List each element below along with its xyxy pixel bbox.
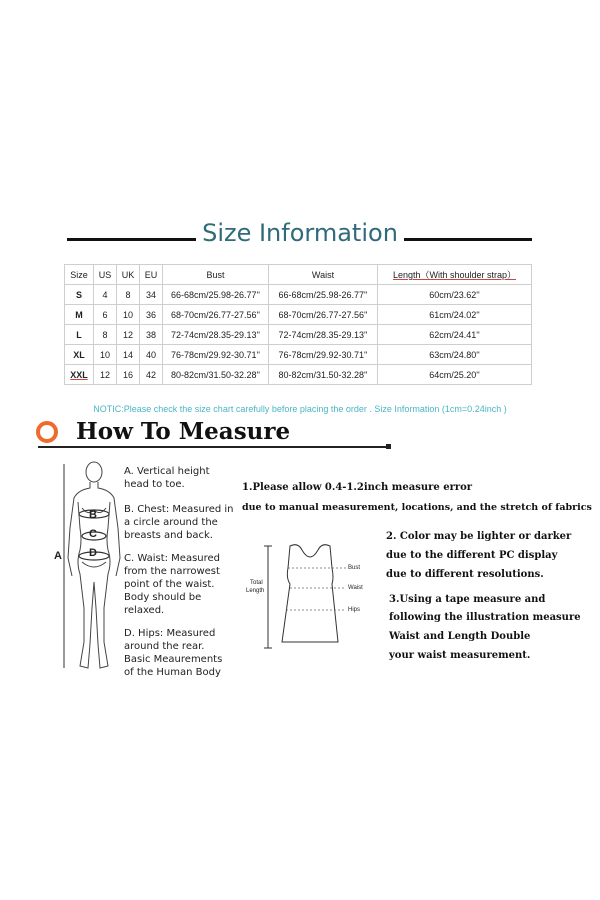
page-title bbox=[0, 219, 600, 247]
cell-bust: 80-82cm/31.50-32.28'' bbox=[163, 365, 269, 385]
cell-waist: 66-68cm/25.98-26.77'' bbox=[269, 285, 378, 305]
cell-length: 61cm/24.02'' bbox=[378, 305, 532, 325]
step-b-text: B. Chest: Measured in a circle around the breasts and back. bbox=[124, 504, 234, 541]
note-1-line-2: due to manual measurement, locations, and the stretch of fabrics bbox=[242, 502, 592, 513]
step-c-text: C. Waist: Measured from the narrowest point of the waist. Body should be relaxed. bbox=[124, 553, 221, 616]
note-3-line-1: 3.Using a tape measure and bbox=[389, 594, 546, 605]
cell-waist: 80-82cm/31.50-32.28'' bbox=[269, 365, 378, 385]
body-letter-b: B bbox=[89, 509, 97, 521]
cell-eu: 38 bbox=[140, 325, 163, 345]
cell-length: 62cm/24.41'' bbox=[378, 325, 532, 345]
note-3-line-4: your waist measurement. bbox=[389, 650, 531, 661]
cell-size: M bbox=[65, 305, 94, 325]
cell-uk: 14 bbox=[117, 345, 140, 365]
how-to-measure-rule bbox=[38, 446, 390, 448]
col-header-uk: UK bbox=[117, 265, 140, 285]
cell-uk: 8 bbox=[117, 285, 140, 305]
step-a-text: A. Vertical height head to toe. bbox=[124, 466, 210, 490]
col-header-length: Length（With shoulder strap） bbox=[378, 265, 532, 285]
body-letter-d: D bbox=[89, 547, 97, 559]
dress-label-total: Total bbox=[250, 580, 263, 586]
cell-eu: 40 bbox=[140, 345, 163, 365]
dress-label-bust: Bust bbox=[348, 565, 361, 571]
cell-waist: 68-70cm/26.77-27.56'' bbox=[269, 305, 378, 325]
cell-bust: 68-70cm/26.77-27.56'' bbox=[163, 305, 269, 325]
cell-eu: 42 bbox=[140, 365, 163, 385]
cell-eu: 36 bbox=[140, 305, 163, 325]
note-2-line-1: 2. Color may be lighter or darker bbox=[386, 531, 572, 542]
note-2-line-3: due to different resolutions. bbox=[386, 569, 544, 580]
cell-us: 8 bbox=[94, 325, 117, 345]
cell-waist: 76-78cm/29.92-30.71'' bbox=[269, 345, 378, 365]
orange-circle-icon bbox=[36, 421, 58, 443]
page-title-text: Size Information bbox=[196, 219, 404, 247]
dress-label-waist: Waist bbox=[348, 585, 363, 591]
note-3-line-3: Waist and Length Double bbox=[389, 631, 531, 642]
body-letter-a: A bbox=[54, 550, 62, 562]
rule-end-dot bbox=[386, 444, 391, 449]
dress-label-length: Length bbox=[246, 588, 265, 594]
cell-us: 10 bbox=[94, 345, 117, 365]
table-row bbox=[65, 285, 532, 305]
col-header-waist: Waist bbox=[269, 265, 378, 285]
step-d-text: D. Hips: Measured around the rear. Basic Meaurements of the Human Body bbox=[124, 628, 223, 678]
size-notice: NOTIC:Please check the size chart carefully before placing the order . Size Information (1cm=0.24inch ) bbox=[93, 404, 507, 414]
dress-illustration-icon bbox=[262, 538, 372, 658]
table-row bbox=[65, 345, 532, 365]
cell-us: 6 bbox=[94, 305, 117, 325]
col-header-size: Size bbox=[65, 265, 94, 285]
cell-length: 63cm/24.80'' bbox=[378, 345, 532, 365]
cell-length: 60cm/23.62'' bbox=[378, 285, 532, 305]
cell-size: L bbox=[65, 325, 94, 345]
body-figure-icon bbox=[60, 458, 122, 678]
cell-bust: 72-74cm/28.35-29.13'' bbox=[163, 325, 269, 345]
cell-bust: 66-68cm/25.98-26.77'' bbox=[163, 285, 269, 305]
col-header-eu: EU bbox=[140, 265, 163, 285]
cell-waist: 72-74cm/28.35-29.13'' bbox=[269, 325, 378, 345]
col-header-bust: Bust bbox=[163, 265, 269, 285]
cell-bust: 76-78cm/29.92-30.71'' bbox=[163, 345, 269, 365]
size-table bbox=[64, 264, 532, 385]
table-row bbox=[65, 365, 532, 385]
cell-us: 4 bbox=[94, 285, 117, 305]
table-row bbox=[65, 325, 532, 345]
cell-size: S bbox=[65, 285, 94, 305]
note-1-line-1: 1.Please allow 0.4-1.2inch measure error bbox=[242, 482, 473, 493]
cell-uk: 12 bbox=[117, 325, 140, 345]
note-2-line-2: due to the different PC display bbox=[386, 550, 558, 561]
cell-uk: 10 bbox=[117, 305, 140, 325]
cell-uk: 16 bbox=[117, 365, 140, 385]
cell-eu: 34 bbox=[140, 285, 163, 305]
body-letter-c: C bbox=[89, 528, 97, 540]
note-3-line-2: following the illustration measure bbox=[389, 612, 581, 623]
cell-size: XL bbox=[65, 345, 94, 365]
col-header-us: US bbox=[94, 265, 117, 285]
how-to-measure-title: How To Measure bbox=[76, 418, 291, 445]
dress-label-hips: Hips bbox=[348, 607, 361, 613]
table-header-row bbox=[65, 265, 532, 285]
cell-us: 12 bbox=[94, 365, 117, 385]
cell-length: 64cm/25.20'' bbox=[378, 365, 532, 385]
table-row bbox=[65, 305, 532, 325]
cell-size: XXL bbox=[65, 365, 94, 385]
